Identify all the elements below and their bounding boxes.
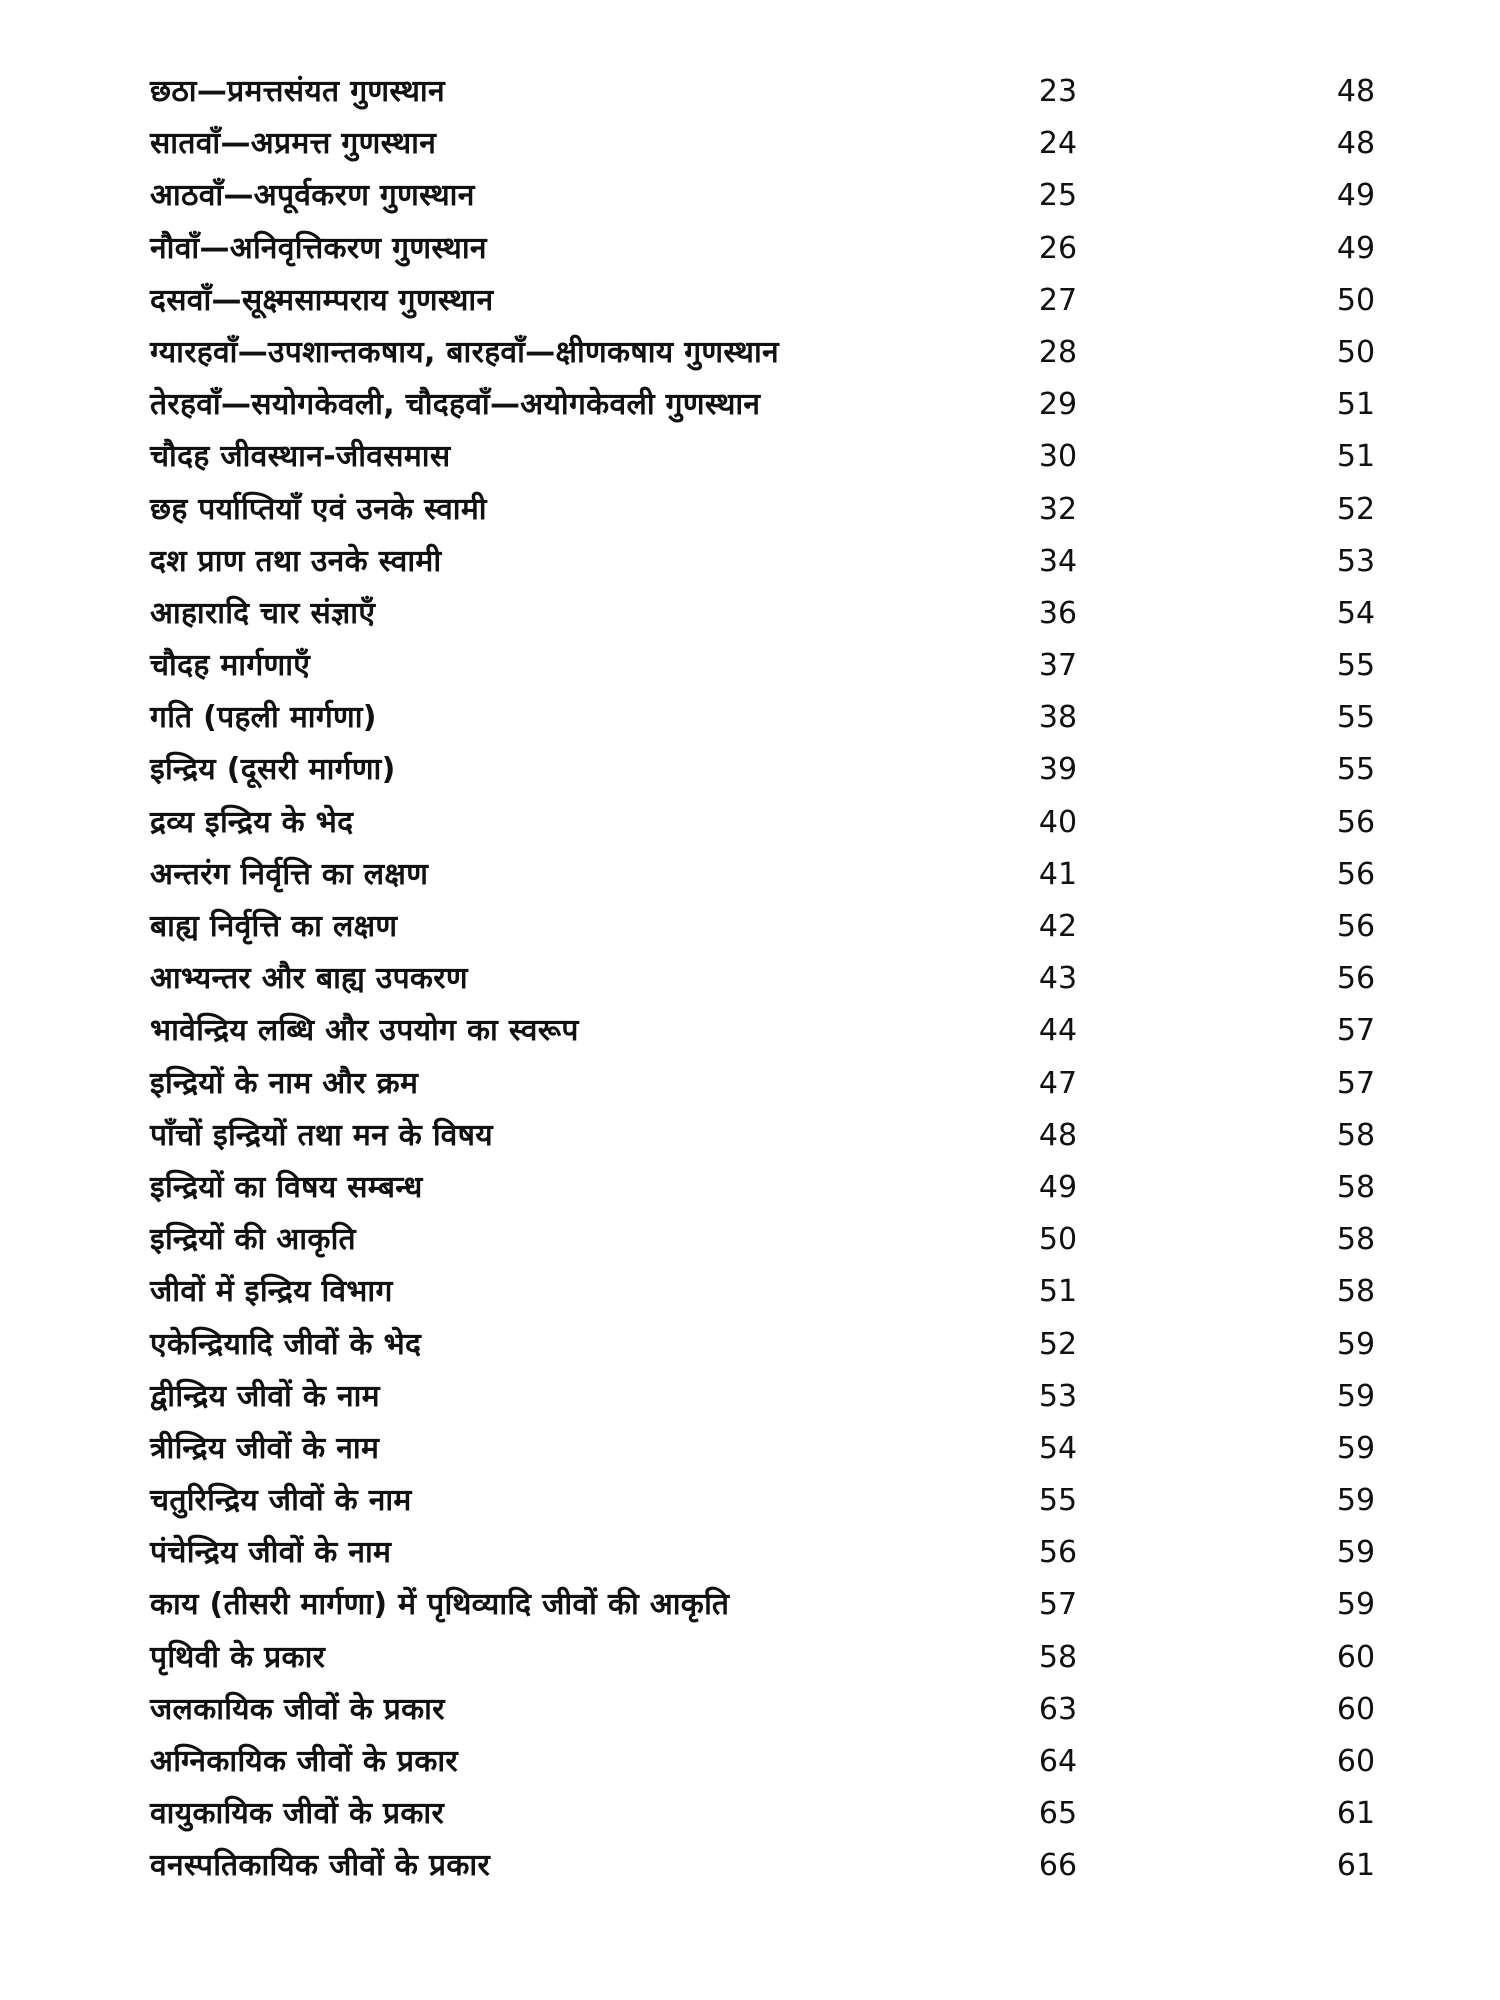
toc-page-number: 61 <box>1336 1796 1376 1832</box>
toc-verse-number: 37 <box>1038 648 1078 684</box>
toc-entry-title: इन्द्रिय (दूसरी मार्गणा) <box>150 752 396 788</box>
toc-verse-number: 29 <box>1038 387 1078 423</box>
toc-row <box>0 490 1500 542</box>
toc-row <box>0 281 1500 333</box>
toc-verse-number: 54 <box>1038 1430 1078 1466</box>
toc-row <box>0 803 1500 855</box>
toc-row <box>0 1377 1500 1429</box>
toc-verse-number: 28 <box>1038 334 1078 370</box>
toc-row <box>0 1116 1500 1168</box>
toc-entry-title: दसवाँ—सूक्ष्मसाम्पराय गुणस्थान <box>150 282 494 318</box>
toc-page-number: 60 <box>1336 1744 1376 1779</box>
toc-entry-title: इन्द्रियों के नाम और क्रम <box>150 1065 419 1101</box>
toc-entry-title: आठवाँ—अपूर्वकरण गुणस्थान <box>150 178 475 214</box>
toc-row <box>0 1846 1500 1898</box>
toc-verse-number: 27 <box>1038 282 1078 318</box>
toc-verse-number: 48 <box>1038 1117 1078 1153</box>
toc-verse-number: 30 <box>1038 439 1078 475</box>
toc-verse-number: 51 <box>1038 1274 1078 1310</box>
toc-page-number: 58 <box>1336 1222 1376 1258</box>
toc-entry-title: नौवाँ—अनिवृत्तिकरण गुणस्थान <box>150 230 487 266</box>
toc-entry-title: अन्तरंग निर्वृत्ति का लक्षण <box>150 856 429 892</box>
toc-page-number: 56 <box>1336 909 1376 944</box>
toc-verse-number: 23 <box>1038 74 1078 109</box>
toc-row <box>0 1168 1500 1220</box>
toc-page-number: 55 <box>1336 648 1376 684</box>
toc-row <box>0 1481 1500 1533</box>
toc-page-number: 55 <box>1336 752 1376 788</box>
toc-entry-title: बाह्य निर्वृत्ति का लक्षण <box>150 909 398 944</box>
toc-entry-title: चौदह मार्गणाएँ <box>150 648 311 684</box>
toc-row <box>0 176 1500 228</box>
toc-row <box>0 385 1500 437</box>
toc-page-number: 53 <box>1336 543 1376 579</box>
toc-row <box>0 333 1500 385</box>
toc-page-number: 57 <box>1336 1065 1376 1101</box>
toc-verse-number: 53 <box>1038 1378 1078 1414</box>
toc-row <box>0 1272 1500 1324</box>
table-of-contents <box>0 72 1500 1899</box>
toc-page-number: 60 <box>1336 1691 1376 1727</box>
toc-page-number: 60 <box>1336 1639 1376 1675</box>
toc-page-number: 59 <box>1336 1483 1376 1519</box>
toc-row <box>0 1742 1500 1794</box>
toc-verse-number: 56 <box>1038 1535 1078 1571</box>
toc-page-number: 51 <box>1336 439 1376 475</box>
toc-entry-title: जीवों में इन्द्रिय विभाग <box>150 1274 393 1310</box>
toc-entry-title: अग्निकायिक जीवों के प्रकार <box>150 1744 458 1779</box>
toc-page-number: 51 <box>1336 387 1376 423</box>
toc-page-number: 58 <box>1336 1117 1376 1153</box>
toc-page-number: 57 <box>1336 1013 1376 1049</box>
toc-entry-title: वायुकायिक जीवों के प्रकार <box>150 1796 445 1832</box>
toc-verse-number: 47 <box>1038 1065 1078 1101</box>
toc-page-number: 48 <box>1336 126 1376 162</box>
toc-page-number: 59 <box>1336 1430 1376 1466</box>
toc-row <box>0 1064 1500 1116</box>
toc-page-number: 50 <box>1336 334 1376 370</box>
toc-verse-number: 24 <box>1038 126 1078 162</box>
toc-verse-number: 36 <box>1038 595 1078 631</box>
toc-row <box>0 229 1500 281</box>
toc-page-number: 56 <box>1336 856 1376 892</box>
toc-row <box>0 750 1500 802</box>
toc-verse-number: 63 <box>1038 1691 1078 1727</box>
toc-verse-number: 32 <box>1038 491 1078 527</box>
toc-verse-number: 49 <box>1038 1169 1078 1205</box>
toc-verse-number: 50 <box>1038 1222 1078 1258</box>
toc-entry-title: जलकायिक जीवों के प्रकार <box>150 1691 445 1727</box>
toc-verse-number: 25 <box>1038 178 1078 214</box>
toc-page-number: 55 <box>1336 700 1376 736</box>
toc-verse-number: 52 <box>1038 1326 1078 1362</box>
toc-verse-number: 39 <box>1038 752 1078 788</box>
toc-row <box>0 855 1500 907</box>
toc-page-number: 61 <box>1336 1848 1376 1884</box>
toc-row <box>0 1638 1500 1690</box>
toc-entry-title: सातवाँ—अप्रमत्त गुणस्थान <box>150 126 437 162</box>
toc-entry-title: छठा—प्रमत्तसंयत गुणस्थान <box>150 74 445 109</box>
toc-entry-title: एकेन्द्रियादि जीवों के भेद <box>150 1326 422 1362</box>
toc-verse-number: 55 <box>1038 1483 1078 1519</box>
toc-page-number: 54 <box>1336 595 1376 631</box>
toc-entry-title: ग्यारहवाँ—उपशान्तकषाय, बारहवाँ—क्षीणकषाय गुणस्थान <box>150 334 779 370</box>
toc-verse-number: 41 <box>1038 856 1078 892</box>
toc-page-number: 59 <box>1336 1378 1376 1414</box>
toc-verse-number: 42 <box>1038 909 1078 944</box>
toc-page-number: 56 <box>1336 961 1376 997</box>
toc-row <box>0 1585 1500 1637</box>
toc-page-number: 59 <box>1336 1587 1376 1623</box>
toc-page-number: 49 <box>1336 178 1376 214</box>
toc-entry-title: काय (तीसरी मार्गणा) में पृथिव्यादि जीवों की आकृति <box>150 1587 730 1623</box>
toc-verse-number: 58 <box>1038 1639 1078 1675</box>
toc-row <box>0 124 1500 176</box>
toc-page-number: 56 <box>1336 804 1376 840</box>
toc-row <box>0 1429 1500 1481</box>
toc-verse-number: 34 <box>1038 543 1078 579</box>
toc-verse-number: 26 <box>1038 230 1078 266</box>
toc-entry-title: भावेन्द्रिय लब्धि और उपयोग का स्वरूप <box>150 1013 579 1049</box>
toc-verse-number: 65 <box>1038 1796 1078 1832</box>
toc-page-number: 59 <box>1336 1326 1376 1362</box>
toc-entry-title: त्रीन्द्रिय जीवों के नाम <box>150 1430 380 1466</box>
toc-entry-title: पंचेन्द्रिय जीवों के नाम <box>150 1535 392 1571</box>
toc-verse-number: 64 <box>1038 1744 1078 1779</box>
toc-row <box>0 907 1500 959</box>
toc-row <box>0 1011 1500 1063</box>
toc-page-number: 52 <box>1336 491 1376 527</box>
toc-entry-title: तेरहवाँ—सयोगकेवली, चौदहवाँ—अयोगकेवली गुणस्थान <box>150 387 761 423</box>
toc-row <box>0 646 1500 698</box>
toc-row <box>0 1325 1500 1377</box>
toc-entry-title: वनस्पतिकायिक जीवों के प्रकार <box>150 1848 491 1884</box>
toc-row <box>0 1794 1500 1846</box>
toc-entry-title: इन्द्रियों का विषय सम्बन्ध <box>150 1169 423 1205</box>
toc-row <box>0 72 1500 124</box>
toc-entry-title: आभ्यन्तर और बाह्य उपकरण <box>150 961 468 997</box>
toc-entry-title: इन्द्रियों की आकृति <box>150 1222 356 1258</box>
toc-verse-number: 40 <box>1038 804 1078 840</box>
toc-verse-number: 43 <box>1038 961 1078 997</box>
toc-entry-title: पृथिवी के प्रकार <box>150 1639 326 1675</box>
toc-row <box>0 698 1500 750</box>
toc-row <box>0 959 1500 1011</box>
toc-page-number: 58 <box>1336 1274 1376 1310</box>
toc-row <box>0 1220 1500 1272</box>
toc-verse-number: 44 <box>1038 1013 1078 1049</box>
toc-entry-title: आहारादि चार संज्ञाएँ <box>150 595 376 631</box>
toc-page-number: 58 <box>1336 1169 1376 1205</box>
toc-entry-title: द्वीन्द्रिय जीवों के नाम <box>150 1378 380 1414</box>
toc-page-number: 49 <box>1336 230 1376 266</box>
toc-row <box>0 437 1500 489</box>
toc-row <box>0 542 1500 594</box>
toc-entry-title: गति (पहली मार्गणा) <box>150 700 377 736</box>
toc-entry-title: चौदह जीवस्थान-जीवसमास <box>150 439 451 475</box>
toc-page-number: 59 <box>1336 1535 1376 1571</box>
toc-entry-title: पाँचों इन्द्रियों तथा मन के विषय <box>150 1117 493 1153</box>
toc-row <box>0 594 1500 646</box>
toc-page-number: 48 <box>1336 74 1376 109</box>
toc-verse-number: 66 <box>1038 1848 1078 1884</box>
toc-entry-title: दश प्राण तथा उनके स्वामी <box>150 543 442 579</box>
toc-page-number: 50 <box>1336 282 1376 318</box>
toc-entry-title: चतुरिन्द्रिय जीवों के नाम <box>150 1483 412 1519</box>
toc-entry-title: द्रव्य इन्द्रिय के भेद <box>150 804 354 840</box>
toc-verse-number: 57 <box>1038 1587 1078 1623</box>
toc-entry-title: छह पर्याप्तियाँ एवं उनके स्वामी <box>150 491 487 527</box>
toc-row <box>0 1533 1500 1585</box>
toc-row <box>0 1690 1500 1742</box>
toc-verse-number: 38 <box>1038 700 1078 736</box>
